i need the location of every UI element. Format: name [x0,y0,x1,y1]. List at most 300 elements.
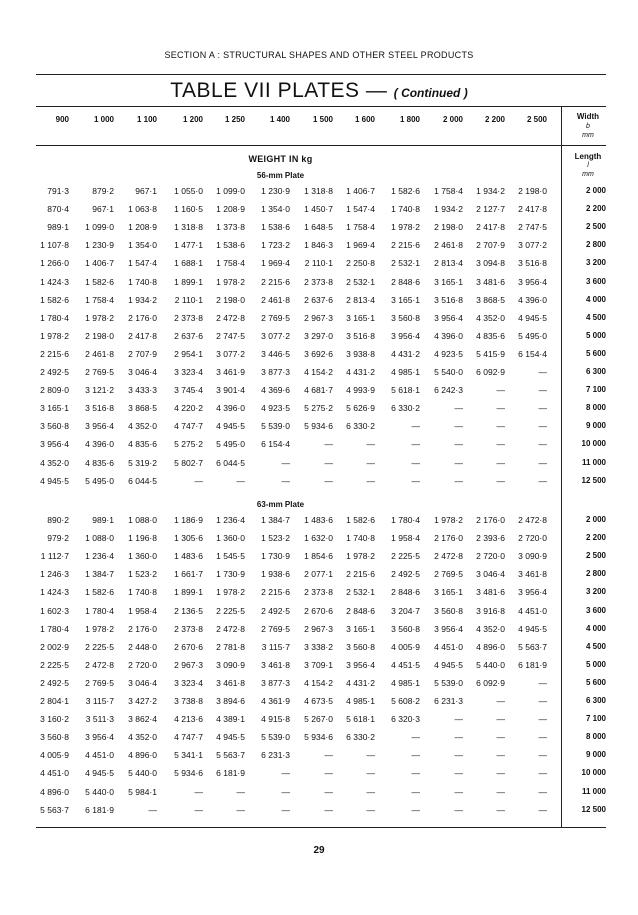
length-cell: 5 600 [585,677,606,687]
weight-cell: 3 901·4 [216,385,245,396]
weight-cell: 4 389·1 [216,714,245,725]
weight-cell: 6 231·3 [434,696,463,706]
weight-cell: 2 532·1 [391,258,420,269]
weight-cell: 2 769·5 [434,569,463,580]
weight-cell: 2 176·0 [434,533,463,544]
weight-cell: — [496,732,505,743]
weight-cell: 1 373·8 [216,222,245,233]
weight-cell: 1 063·8 [128,204,157,215]
weight-cell: 2 492·5 [261,605,290,616]
weight-cell: 4 369·6 [261,385,290,396]
weight-cell: 2 747·5 [518,222,547,233]
weight-cell: 1 318·8 [174,222,203,233]
weight-cell: 4 396·0 [85,439,114,450]
weight-cell: 3 165·1 [40,403,69,414]
weight-cell: 2 707·9 [476,240,505,251]
weight-cell: 2 472·8 [85,659,114,670]
weight-cell: 3 461·8 [216,677,245,688]
weight-cell: 2 136·5 [174,605,203,616]
weight-cell: 1 978·2 [216,587,245,598]
weight-cell: — [496,421,505,432]
weight-cell: 2 813·4 [434,258,463,269]
weight-cell: 4 451·0 [85,750,114,761]
weight-cell: 1 780·4 [40,312,69,323]
weight-cell: 4 923·5 [434,348,463,359]
weight-cell: — [538,439,547,450]
length-cell: 3 600 [585,276,606,286]
weight-cell: 4 835·6 [476,330,505,341]
weight-cell: — [324,457,333,468]
weight-cell: 2 848·6 [391,587,420,598]
weight-cell: 2 198·0 [434,222,463,233]
length-header-unit: mm [582,171,594,178]
weight-cell: — [454,421,463,432]
weight-cell: 2 373·8 [304,587,333,598]
length-cell: 6 300 [585,696,606,705]
weight-cell: 4 154·2 [304,367,333,377]
weight-cell: 3 516·8 [346,330,375,341]
length-cell: 11 000 [581,786,606,796]
column-header: 1 100 [136,115,157,124]
weight-cell: 5 440·0 [85,786,114,797]
weight-cell: 3 115·7 [85,696,114,706]
weight-cell: 5 319·2 [128,457,157,468]
table-title [0,79,638,103]
weight-cell: 1 730·9 [216,569,245,580]
weight-cell: 2 373·8 [174,623,203,634]
weight-cell: 1 780·4 [40,623,69,634]
table-row [0,678,638,696]
weight-cell: 2 769·5 [261,623,290,634]
weight-cell: 2 813·4 [346,294,375,305]
width-header-unit: mm [582,132,594,139]
weight-cell: 6 044·5 [128,475,157,486]
width-header-label: Width [576,112,600,121]
length-cell: 2 800 [585,569,606,579]
weight-cell: 5 802·7 [174,457,203,468]
weight-cell: 2 747·5 [216,330,245,341]
column-header: 1 500 [312,115,333,124]
weight-cell: 1 978·2 [85,312,114,323]
table-row [0,331,638,349]
weight-cell: 6 330·2 [346,421,375,432]
weight-cell: 3 115·7 [261,641,290,652]
weight-cell: 2 448·0 [128,641,157,652]
length-cell: 4 500 [585,312,606,322]
weight-cell: 3 121·2 [85,385,114,396]
weight-cell: 4 396·0 [518,294,547,305]
weight-cell: 2 769·5 [85,677,114,688]
weight-cell: 1 107·8 [40,240,69,251]
weight-cell: 2 077·1 [304,569,333,580]
weight-cell: 6 330·2 [346,732,375,743]
weight-cell: 4 945·5 [216,732,245,743]
weight-cell: 2 472·8 [216,623,245,634]
weight-cell: 3 446·5 [261,348,290,359]
weight-cell: 2 781·8 [216,641,245,652]
weight-cell: 5 275·2 [304,403,333,414]
weight-cell: 4 451·0 [40,768,69,779]
weight-cell: 1 582·6 [391,186,420,196]
weight-cell: 3 094·8 [476,258,505,269]
weight-cell: 5 495·0 [85,475,114,486]
weight-cell: 3 516·8 [434,294,463,305]
weight-cell: 5 415·9 [476,348,505,359]
weight-cell: 4 985·1 [346,696,375,706]
weight-cell: 3 338·2 [304,641,333,652]
weight-cell: 1 538·6 [216,240,245,251]
weight-cell: 3 938·8 [346,348,375,359]
length-cell: 3 600 [585,605,606,615]
weight-label: WEIGHT IN kg [248,154,313,164]
weight-cell: — [324,768,333,779]
weight-cell: — [496,786,505,797]
weight-cell: 2 967·3 [174,659,203,670]
weight-cell: 4 154·2 [304,677,333,688]
weight-cell: 4 993·9 [346,385,375,396]
weight-cell: 3 516·8 [85,403,114,414]
weight-cell: 4 451·0 [434,641,463,652]
table-row [0,587,638,605]
weight-cell: 1 055·0 [174,186,203,196]
weight-cell: — [538,768,547,779]
column-header: 1 800 [399,115,420,124]
table-row [0,476,638,494]
weight-cell: 6 181·9 [85,804,114,815]
weight-cell: 3 956·4 [346,659,375,670]
weight-cell: 1 384·7 [261,515,290,525]
weight-cell: 5 539·0 [261,421,290,432]
page-number: 29 [313,845,325,856]
weight-cell: 2 215·6 [261,276,290,287]
weight-cell: 2 250·8 [346,258,375,269]
header-bottom-rule [36,145,606,146]
weight-cell: 1 740·8 [128,587,157,598]
weight-cell: — [411,768,420,779]
weight-cell: 4 396·0 [216,403,245,414]
weight-cell: 1 978·2 [85,623,114,634]
weight-cell: 1 758·4 [434,186,463,196]
weight-cell: 6 320·3 [391,714,420,725]
weight-cell: 4 220·2 [174,403,203,414]
weight-cell: — [281,786,290,797]
weight-cell: 1 978·2 [40,330,69,341]
weight-cell: 4 747·7 [174,732,203,743]
weight-cell: — [496,804,505,815]
weight-cell: — [496,768,505,779]
weight-cell: 4 005·9 [391,641,420,652]
weight-cell: 1 582·6 [85,276,114,287]
weight-cell: — [411,732,420,743]
table-row [0,204,638,222]
weight-cell: — [496,475,505,486]
table-row [0,606,638,624]
weight-cell: — [281,475,290,486]
weight-cell: 1 230·9 [261,186,290,196]
weight-cell: 2 720·0 [518,533,547,544]
weight-cell: 1 230·9 [85,240,114,251]
weight-cell: 1 978·2 [391,222,420,233]
weight-cell: — [194,786,203,797]
weight-cell: 3 090·9 [216,659,245,670]
weight-cell: 3 868·5 [476,294,505,305]
length-cell: 4 000 [585,623,606,633]
weight-cell: 4 945·5 [85,768,114,779]
weight-cell: 1 582·6 [85,587,114,598]
weight-cell: 2 769·5 [85,367,114,377]
weight-cell: 1 354·0 [261,204,290,215]
weight-cell: 3 165·1 [346,312,375,323]
weight-cell: 1 969·4 [346,240,375,251]
column-header: 2 500 [526,115,547,124]
weight-cell: — [366,750,375,761]
weight-cell: 2 198·0 [85,330,114,341]
weight-cell: 5 618·1 [391,385,420,396]
weight-cell: 1 545·5 [216,551,245,562]
weight-cell: 4 835·6 [128,439,157,450]
weight-cell: 4 945·5 [216,421,245,432]
weight-cell: 1 538·6 [261,222,290,233]
weight-cell: 3 956·4 [85,732,114,743]
weight-cell: 1 360·0 [216,533,245,544]
weight-cell: 3 165·1 [346,623,375,634]
width-header-symbol: b [586,123,590,130]
weight-cell: 4 431·2 [346,367,375,377]
weight-cell: 1 661·7 [174,569,203,580]
weight-cell: 1 602·3 [40,605,69,616]
weight-cell: 1 523·2 [128,569,157,580]
length-cell: 8 000 [585,403,606,413]
weight-cell: 2 637·6 [304,294,333,305]
plate-section-heading: 56-mm Plate [256,171,305,180]
weight-cell: 2 967·3 [304,312,333,323]
column-header: 1 250 [224,115,245,124]
weight-cell: 1 899·1 [174,587,203,598]
weight-cell: 2 198·0 [518,186,547,196]
weight-cell: 1 758·4 [216,258,245,269]
weight-cell: — [324,786,333,797]
weight-cell: 1 730·9 [261,551,290,562]
weight-cell: 5 440·0 [476,659,505,670]
weight-cell: 3 090·9 [518,551,547,562]
weight-cell: 1 450·7 [304,204,333,215]
weight-cell: 2 720·0 [476,551,505,562]
weight-cell: — [538,421,547,432]
length-cell: 2 000 [585,186,606,195]
weight-cell: 3 956·4 [518,587,547,598]
table-row [0,385,638,403]
weight-cell: — [366,804,375,815]
weight-cell: — [366,439,375,450]
weight-cell: 3 868·5 [128,403,157,414]
weight-cell: — [454,439,463,450]
table-row [0,515,638,533]
header-top-rule [36,106,606,107]
weight-cell: 2 492·5 [40,677,69,688]
weight-cell: — [538,714,547,725]
weight-cell: 3 165·1 [434,276,463,287]
weight-cell: 5 539·0 [434,677,463,688]
table-row [0,367,638,385]
weight-cell: 4 945·5 [40,475,69,486]
weight-cell: 4 896·0 [40,786,69,797]
weight-cell: 1 424·3 [40,276,69,287]
weight-cell: 1 547·4 [128,258,157,269]
weight-cell: 6 181·9 [518,659,547,670]
weight-cell: 1 477·1 [174,240,203,251]
weight-cell: 3 709·1 [304,659,333,670]
weight-cell: 1 384·7 [85,569,114,580]
weight-cell: 870·4 [47,204,69,215]
weight-cell: 791·3 [47,186,69,196]
weight-cell: 1 934·2 [128,294,157,305]
weight-cell: 2 225·5 [391,551,420,562]
table-row [0,421,638,439]
weight-cell: 3 560·8 [40,421,69,432]
weight-cell: — [194,475,203,486]
weight-cell: 1 648·5 [304,222,333,233]
length-cell: 7 100 [585,385,606,395]
weight-cell: 6 044·5 [216,457,245,468]
weight-cell: 5 540·0 [434,367,463,377]
weight-cell: 2 225·5 [85,641,114,652]
weight-cell: — [538,750,547,761]
weight-cell: 1 099·0 [216,186,245,196]
length-cell: 10 000 [581,439,606,449]
weight-cell: 2 967·3 [304,623,333,634]
weight-cell: 2 215·6 [40,348,69,359]
weight-cell: — [236,475,245,486]
weight-cell: 2 417·8 [476,222,505,233]
table-row [0,186,638,204]
weight-cell: 4 451·0 [518,605,547,616]
weight-cell: 2 127·7 [476,204,505,215]
weight-cell: 6 242·3 [434,385,463,396]
plate-section-heading: 63-mm Plate [256,500,305,509]
weight-cell: — [496,714,505,725]
weight-cell: 1 360·0 [128,551,157,562]
weight-cell: 5 934·6 [304,732,333,743]
weight-cell: 3 461·8 [518,569,547,580]
length-cell: 5 000 [585,659,606,669]
table-row [0,750,638,768]
weight-cell: 4 945·5 [518,623,547,634]
weight-cell: 6 154·4 [518,348,547,359]
column-header: 900 [55,115,69,124]
weight-cell: 5 934·6 [304,421,333,432]
weight-cell: 1 406·7 [85,258,114,269]
weight-cell: 3 204·7 [391,605,420,616]
weight-cell: — [538,677,547,688]
weight-cell: 1 186·9 [174,515,203,525]
weight-cell: 1 406·7 [346,186,375,196]
weight-cell: 3 894·6 [216,696,245,706]
weight-cell: 1 483·6 [174,551,203,562]
weight-cell: — [538,786,547,797]
weight-cell: 3 560·8 [434,605,463,616]
weight-cell: 1 740·8 [391,204,420,215]
weight-cell: 6 092·9 [476,367,505,377]
weight-cell: 3 862·4 [128,714,157,725]
weight-cell: 6 181·9 [216,768,245,779]
weight-cell: — [496,385,505,396]
length-header-label: Length [574,152,602,161]
weight-cell: 3 560·8 [391,312,420,323]
table-title-main: TABLE VII PLATES — [170,79,388,102]
weight-cell: 3 046·4 [128,367,157,377]
weight-cell: — [538,367,547,377]
table-row [0,258,638,276]
weight-cell: 1 740·8 [346,533,375,544]
weight-cell: 2 110·1 [174,294,203,305]
weight-cell: 3 046·4 [476,569,505,580]
bottom-rule [36,827,606,828]
weight-cell: 3 481·6 [476,587,505,598]
weight-cell: — [496,439,505,450]
weight-cell: — [538,804,547,815]
weight-cell: 2 393·6 [476,533,505,544]
weight-cell: 1 978·2 [346,551,375,562]
weight-cell: — [281,804,290,815]
weight-cell: 1 958·4 [391,533,420,544]
weight-cell: — [538,475,547,486]
weight-cell: 1 112·7 [40,551,69,562]
weight-cell: 3 427·2 [128,696,157,706]
weight-cell: 1 969·4 [261,258,290,269]
weight-cell: 2 373·8 [174,312,203,323]
weight-cell: 1 266·0 [40,258,69,269]
weight-cell: — [411,750,420,761]
table-row [0,403,638,421]
weight-cell: 5 495·0 [518,330,547,341]
length-cell: 5 600 [585,348,606,358]
weight-cell: — [538,403,547,414]
table-row [0,295,638,313]
weight-cell: 989·1 [92,515,114,525]
top-rule [36,74,606,75]
weight-cell: 3 956·4 [40,439,69,450]
weight-cell: 3 481·6 [476,276,505,287]
weight-cell: 2 110·1 [304,258,333,269]
weight-cell: — [454,714,463,725]
length-cell: 2 500 [585,222,606,232]
weight-cell: 6 231·3 [261,750,290,761]
length-cell: 10 000 [581,768,606,778]
weight-cell: 5 626·9 [346,403,375,414]
weight-cell: 3 323·4 [174,367,203,377]
weight-cell: 2 176·0 [476,515,505,525]
weight-cell: 1 523·2 [261,533,290,544]
weight-cell: — [454,768,463,779]
weight-cell: 3 077·2 [518,240,547,251]
weight-cell: — [496,696,505,706]
weight-cell: 3 461·9 [216,367,245,377]
weight-cell: — [236,804,245,815]
weight-cell: 1 740·8 [128,276,157,287]
weight-cell: 1 723·2 [261,240,290,251]
weight-cell: 3 516·8 [518,258,547,269]
weight-cell: — [411,457,420,468]
weight-cell: — [454,403,463,414]
weight-cell: 3 461·8 [261,659,290,670]
table-row [0,787,638,805]
weight-cell: — [324,750,333,761]
weight-cell: 1 318·8 [304,186,333,196]
weight-cell: 1 424·3 [40,587,69,598]
weight-cell: 4 915·8 [261,714,290,725]
weight-cell: 1 547·4 [346,204,375,215]
weight-cell: 3 745·4 [174,385,203,396]
